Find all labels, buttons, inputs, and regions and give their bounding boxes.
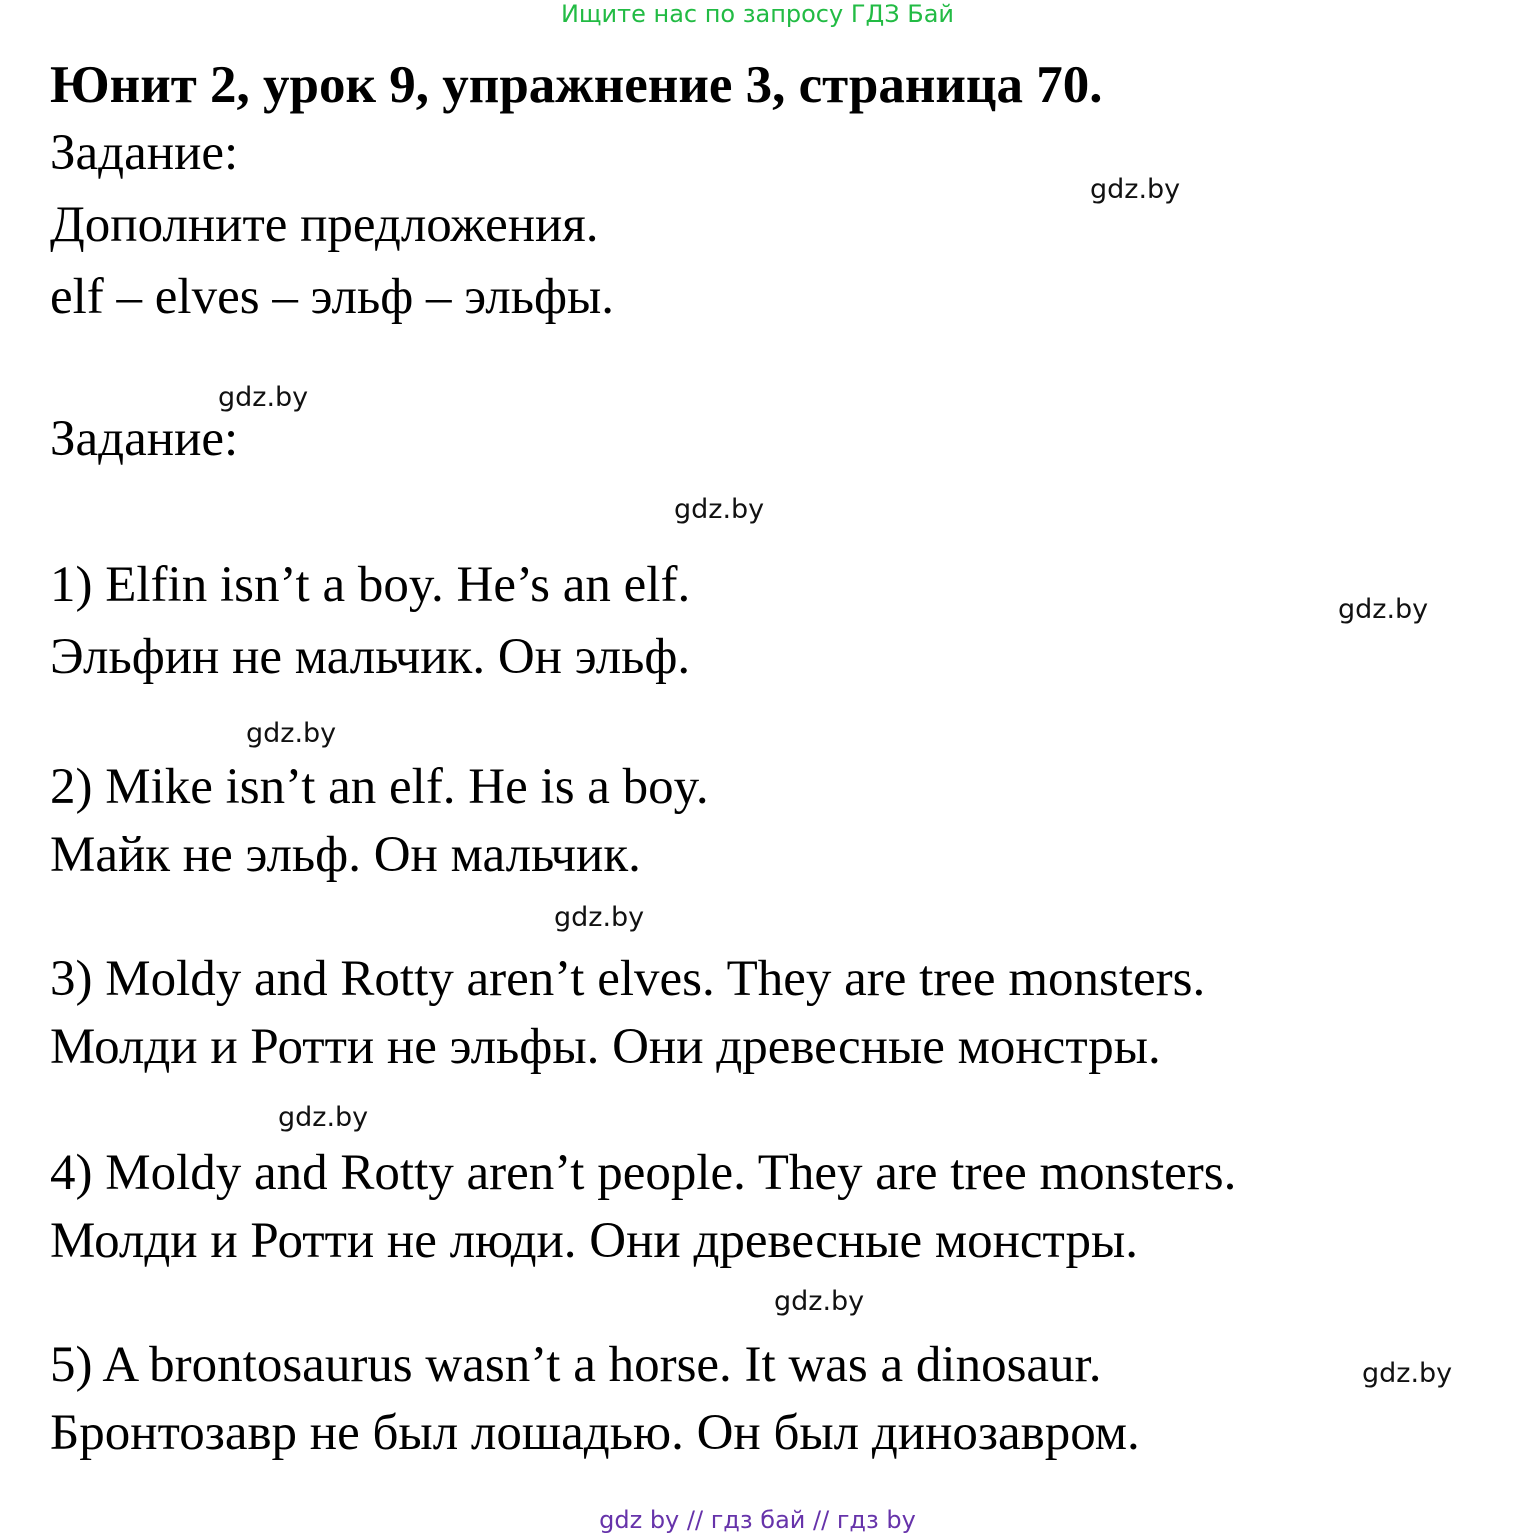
watermark: gdz.by xyxy=(1362,1358,1453,1389)
watermark: gdz.by xyxy=(774,1286,865,1317)
item-2-en: 2) Mike isn’t an elf. He is a boy. xyxy=(50,759,709,815)
watermark: gdz.by xyxy=(246,718,337,749)
watermark: gdz.by xyxy=(218,382,309,413)
item-1-ru: Эльфин не мальчик. Он эльф. xyxy=(50,629,691,685)
item-3-ru: Молди и Ротти не эльфы. Они древесные монстры. xyxy=(50,1019,1161,1075)
instruction-text: Дополните предложения. xyxy=(50,197,599,253)
item-2-ru: Майк не эльф. Он мальчик. xyxy=(50,827,641,883)
watermark: gdz.by xyxy=(1090,174,1181,205)
watermark: gdz.by xyxy=(278,1102,369,1133)
item-4-en: 4) Moldy and Rotty aren’t people. They are tree monsters. xyxy=(50,1145,1237,1201)
page-title: Юнит 2, урок 9, упражнение 3, страница 70. xyxy=(50,56,1103,114)
task-label: Задание: xyxy=(50,411,239,467)
item-5-en: 5) A brontosaurus wasn’t a horse. It was a dinosaur. xyxy=(50,1337,1102,1393)
item-1-en: 1) Elfin isn’t a boy. He’s an elf. xyxy=(50,557,691,613)
watermark: gdz.by xyxy=(1338,594,1429,625)
vocab-line: elf – elves – эльф – эльфы. xyxy=(50,269,615,325)
watermark: gdz.by xyxy=(674,494,765,525)
task-label: Задание: xyxy=(50,125,239,181)
footer-links[interactable]: gdz by // гдз бай // гдз by xyxy=(599,1506,916,1534)
item-4-ru: Молди и Ротти не люди. Они древесные монстры. xyxy=(50,1213,1138,1269)
item-5-ru: Бронтозавр не был лошадью. Он был динозавром. xyxy=(50,1405,1140,1461)
item-3-en: 3) Moldy and Rotty aren’t elves. They are tree monsters. xyxy=(50,951,1206,1007)
top-banner[interactable]: Ищите нас по запросу ГДЗ Бай xyxy=(560,0,955,28)
watermark: gdz.by xyxy=(554,902,645,933)
